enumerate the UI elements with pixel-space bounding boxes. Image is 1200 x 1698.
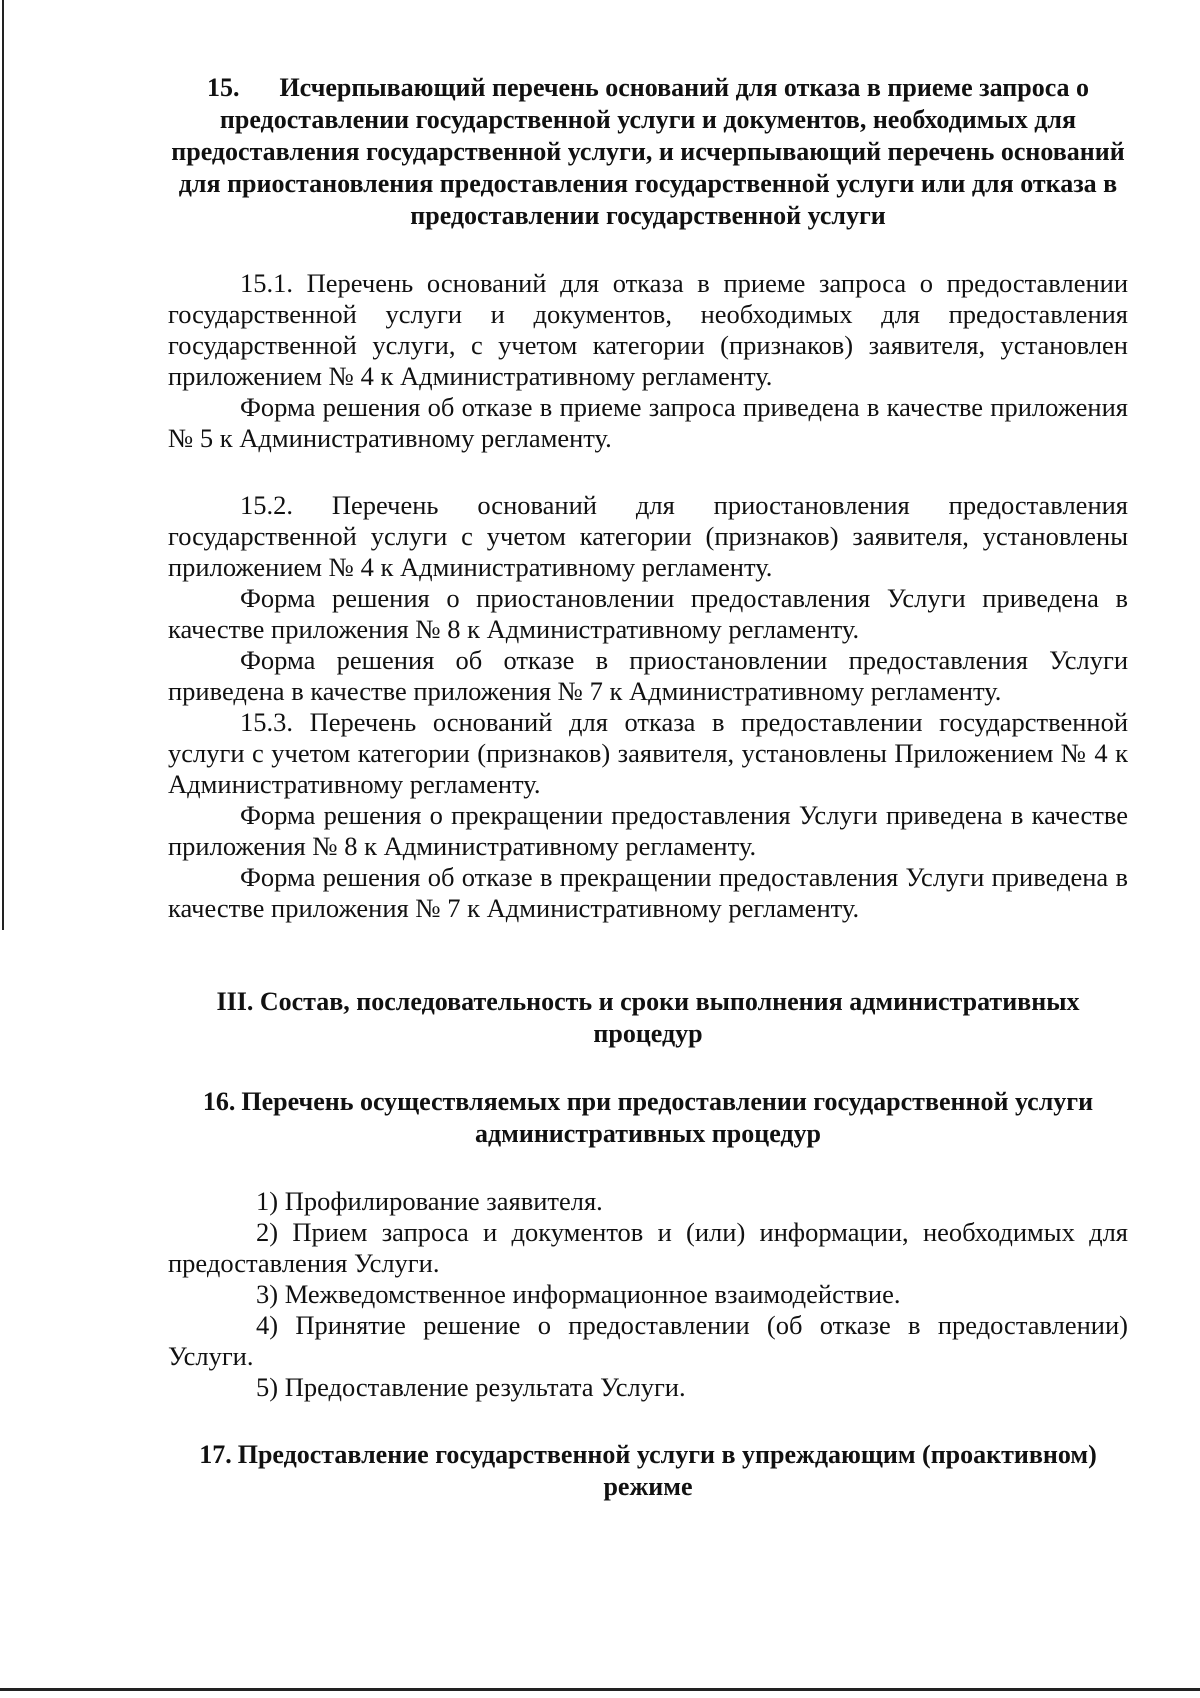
- paragraph-15-2-form-suspend: Форма решения о приостановлении предоставления Услуги приведена в качестве приложения № 8 к Административному регламенту.: [168, 583, 1128, 644]
- list-item: 4) Принятие решение о предоставлении (об отказе в предоставлении) Услуги.: [168, 1310, 1128, 1371]
- paragraph-15-2: 15.2. Перечень оснований для приостановления предоставления государственной услуги с учетом категории (признаков) заявителя, установлены приложением № 4 к Административному регламенту.: [168, 490, 1128, 582]
- scan-bottom-line: [0, 1688, 1200, 1691]
- section-15-title: Исчерпывающий перечень оснований для отказа в приеме запроса о предоставлении государственной услуги и документов, необходимых для предоставления государственной услуги, и исчерпывающий перечень оснований для приостановления предоставления государственной услуги или для отказа в предоставлении государственной услуги: [171, 73, 1125, 230]
- paragraph-15-3-form-stop: Форма решения о прекращении предоставления Услуги приведена в качестве приложения № 8 к Административному регламенту.: [168, 800, 1128, 861]
- paragraph-15-3: 15.3. Перечень оснований для отказа в предоставлении государственной услуги с учетом категории (признаков) заявителя, установлены Приложением № 4 к Административному регламенту.: [168, 707, 1128, 799]
- paragraph-15-3-form-refuse: Форма решения об отказе в прекращении предоставления Услуги приведена в качестве приложения № 7 к Административному регламенту.: [168, 862, 1128, 923]
- section-16-title: Перечень осуществляемых при предоставлении государственной услуги административных процедур: [241, 1087, 1094, 1148]
- list-item: 2) Прием запроса и документов и (или) информации, необходимых для предоставления Услуги.: [168, 1217, 1128, 1278]
- list-item: 5) Предоставление результата Услуги.: [256, 1372, 686, 1402]
- list-item: 1) Профилирование заявителя.: [256, 1186, 603, 1216]
- list-item: 3) Межведомственное информационное взаимодействие.: [256, 1279, 901, 1309]
- section-17-title: Предоставление государственной услуги в упреждающим (проактивном) режиме: [237, 1440, 1097, 1501]
- document-body: [168, 72, 1128, 1503]
- section-17-number: 17.: [199, 1440, 232, 1469]
- section-15-number: 15.: [206, 73, 240, 102]
- section-16-heading: [168, 1086, 1128, 1150]
- paragraph-15-1-form: Форма решения об отказе в приеме запроса приведена в качестве приложения № 5 к Административному регламенту.: [168, 392, 1128, 453]
- section-3-heading: III. Состав, последовательность и сроки выполнения административных процедур: [216, 987, 1080, 1048]
- paragraph-15-1: 15.1. Перечень оснований для отказа в приеме запроса о предоставлении государственной услуги и документов, необходимых для предоставления государственной услуги, с учетом категории (признаков) заявителя, установлен приложением № 4 к Административному регламенту.: [168, 268, 1128, 391]
- scan-edge-line: [2, 0, 4, 930]
- paragraph-15-2-form-refuse: Форма решения об отказе в приостановлении предоставления Услуги приведена в качестве приложения № 7 к Административному регламенту.: [168, 645, 1128, 706]
- section-16-number: 16.: [202, 1087, 236, 1116]
- section-15-heading: [168, 72, 1128, 232]
- section-17-heading: [168, 1439, 1128, 1503]
